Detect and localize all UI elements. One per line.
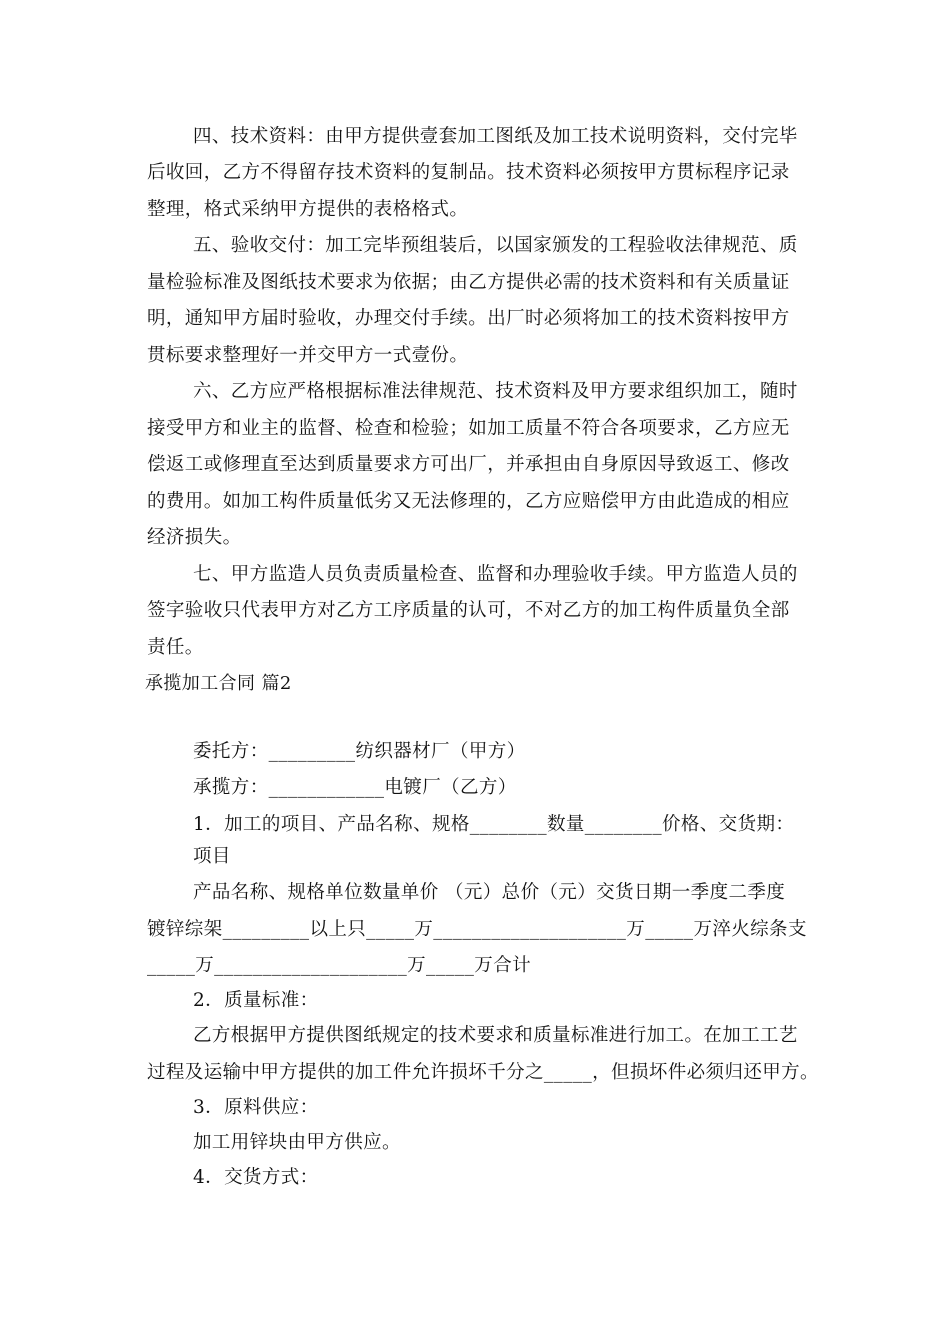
project-label: 项目 — [193, 846, 231, 867]
clause-4-line-1: 四、技术资料：由甲方提供壹套加工图纸及加工技术说明资料，交付完毕 — [193, 126, 798, 147]
clause-6-line-3: 偿返工或修理直至达到质量要求方可出厂，并承担由自身原因导致返工、修改 — [147, 454, 790, 475]
clause-7-line-2: 签字验收只代表甲方对乙方工序质量的认可，不对乙方的加工构件质量负全部 — [147, 600, 790, 621]
clause-5-line-1: 五、验收交付：加工完毕预组装后，以国家颁发的工程验收法律规范、质 — [193, 235, 798, 256]
quality-line-2: 过程及运输中甲方提供的加工件允许损坏千分之_____，但损坏件必须归还甲方。 — [147, 1062, 819, 1083]
principal-line: 委托方：_________纺织器材厂（甲方） — [193, 741, 526, 762]
clause-6-line-2: 接受甲方和业主的监督、检查和检验；如加工质量不符合各项要求，乙方应无 — [147, 418, 790, 439]
item-1-line: 1．加工的项目、产品名称、规格________数量________价格、交货期： — [193, 814, 795, 835]
table-row-line-1: 镀锌综架_________以上只_____万____________________万_____万淬火综条支 — [147, 919, 807, 940]
clause-4-line-2: 后收回，乙方不得留存技术资料的复制品。技术资料必须按甲方贯标程序记录 — [147, 162, 790, 183]
clause-7-line-3: 责任。 — [147, 637, 204, 658]
clause-6-line-4: 的费用。如加工构件质量低劣又无法修理的，乙方应赔偿甲方由此造成的相应 — [147, 491, 790, 512]
clause-5-line-4: 贯标要求整理好一并交甲方一式壹份。 — [147, 345, 469, 366]
table-header-line: 产品名称、规格单位数量单价 （元）总价（元）交货日期一季度二季度 — [193, 882, 786, 903]
contractor-line: 承揽方：____________电镀厂（乙方） — [193, 777, 517, 798]
material-line: 加工用锌块由甲方供应。 — [193, 1132, 401, 1153]
item-4-heading: 4．交货方式： — [193, 1167, 319, 1188]
item-3-heading: 3．原料供应： — [193, 1097, 319, 1118]
clause-7-line-1: 七、甲方监造人员负责质量检查、监督和办理验收手续。甲方监造人员的 — [193, 564, 798, 585]
clause-4-line-3: 整理，格式采纳甲方提供的表格格式。 — [147, 199, 469, 220]
clause-6-line-1: 六、乙方应严格根据标准法律规范、技术资料及甲方要求组织加工，随时 — [193, 381, 798, 402]
clause-5-line-2: 量检验标准及图纸技术要求为依据；由乙方提供必需的技术资料和有关质量证 — [147, 272, 790, 293]
section-heading: 承揽加工合同 篇2 — [145, 673, 292, 694]
clause-5-line-3: 明，通知甲方届时验收，办理交付手续。出厂时必须将加工的技术资料按甲方 — [147, 308, 790, 329]
quality-line-1: 乙方根据甲方提供图纸规定的技术要求和质量标准进行加工。在加工工艺 — [193, 1025, 798, 1046]
clause-6-line-5: 经济损失。 — [147, 527, 242, 548]
item-2-heading: 2．质量标准： — [193, 990, 319, 1011]
table-row-line-2: _____万____________________万_____万合计 — [147, 955, 532, 976]
